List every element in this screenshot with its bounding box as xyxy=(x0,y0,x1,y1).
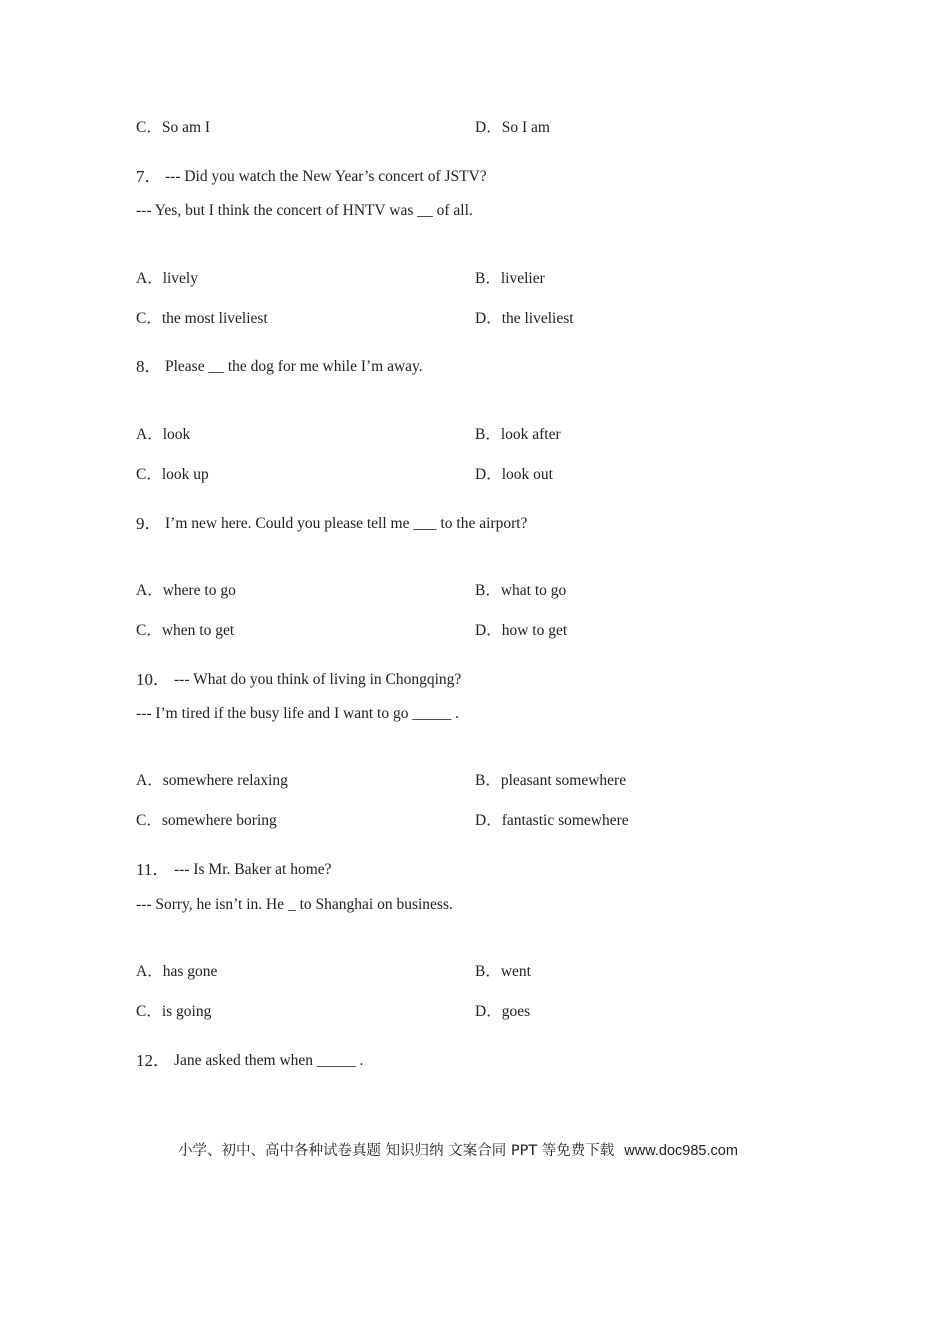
q8-option-b: B．look after xyxy=(475,426,561,443)
q6-option-d: D．So I am xyxy=(475,119,550,136)
q11-option-c: C．is going xyxy=(136,1003,212,1020)
q7-option-a: A．lively xyxy=(136,270,198,287)
q8-number: 8． xyxy=(136,357,162,376)
q11-option-d: D．goes xyxy=(475,1003,531,1020)
q11-option-b: B．went xyxy=(475,963,531,980)
footer-text: 小学、初中、高中各种试卷真题 知识归纳 文案合同 PPT 等免费下载 xyxy=(178,1143,615,1159)
q7-option-b: B．livelier xyxy=(475,270,545,287)
footer-url-link[interactable]: www.doc985.com xyxy=(624,1143,738,1159)
q9-option-a: A．where to go xyxy=(136,582,236,599)
q7-option-c: C．the most liveliest xyxy=(136,310,268,327)
q8-option-c: C．look up xyxy=(136,466,209,483)
q9-line-1: I’m new here. Could you please tell me ___ to the airport? xyxy=(165,515,528,532)
q7-line-2: --- Yes, but I think the concert of HNTV was __ of all. xyxy=(136,202,473,219)
q10-line-2: --- I’m tired if the busy life and I want to go _____ . xyxy=(136,705,459,722)
q10-line-1: --- What do you think of living in Chongqing? xyxy=(174,671,462,688)
q10-option-c: C．somewhere boring xyxy=(136,812,277,829)
q8-line-1: Please __ the dog for me while I’m away. xyxy=(165,358,423,375)
q8-option-d: D．look out xyxy=(475,466,553,483)
q11-line-2: --- Sorry, he isn’t in. He _ to Shanghai on business. xyxy=(136,896,453,913)
q9-option-d: D．how to get xyxy=(475,622,568,639)
q10-option-b: B．pleasant somewhere xyxy=(475,772,627,789)
q9-option-c: C．when to get xyxy=(136,622,235,639)
q12-number: 12． xyxy=(136,1051,170,1070)
page-footer xyxy=(178,1139,738,1160)
q8-option-a: A．look xyxy=(136,426,191,443)
q12-line-1: Jane asked them when _____ . xyxy=(174,1052,364,1069)
q7-option-d: D．the liveliest xyxy=(475,310,574,327)
q11-line-1: --- Is Mr. Baker at home? xyxy=(174,861,332,878)
q10-option-a: A．somewhere relaxing xyxy=(136,772,288,789)
q10-option-d: D．fantastic somewhere xyxy=(475,812,629,829)
q6-option-c: C．So am I xyxy=(136,119,211,136)
q7-line-1: --- Did you watch the New Year’s concert of JSTV? xyxy=(165,168,487,185)
q7-number: 7． xyxy=(136,167,162,186)
q9-option-b: B．what to go xyxy=(475,582,567,599)
q9-number: 9． xyxy=(136,514,162,533)
q11-option-a: A．has gone xyxy=(136,963,218,980)
q11-number: 11． xyxy=(136,860,170,879)
q10-number: 10． xyxy=(136,670,170,689)
